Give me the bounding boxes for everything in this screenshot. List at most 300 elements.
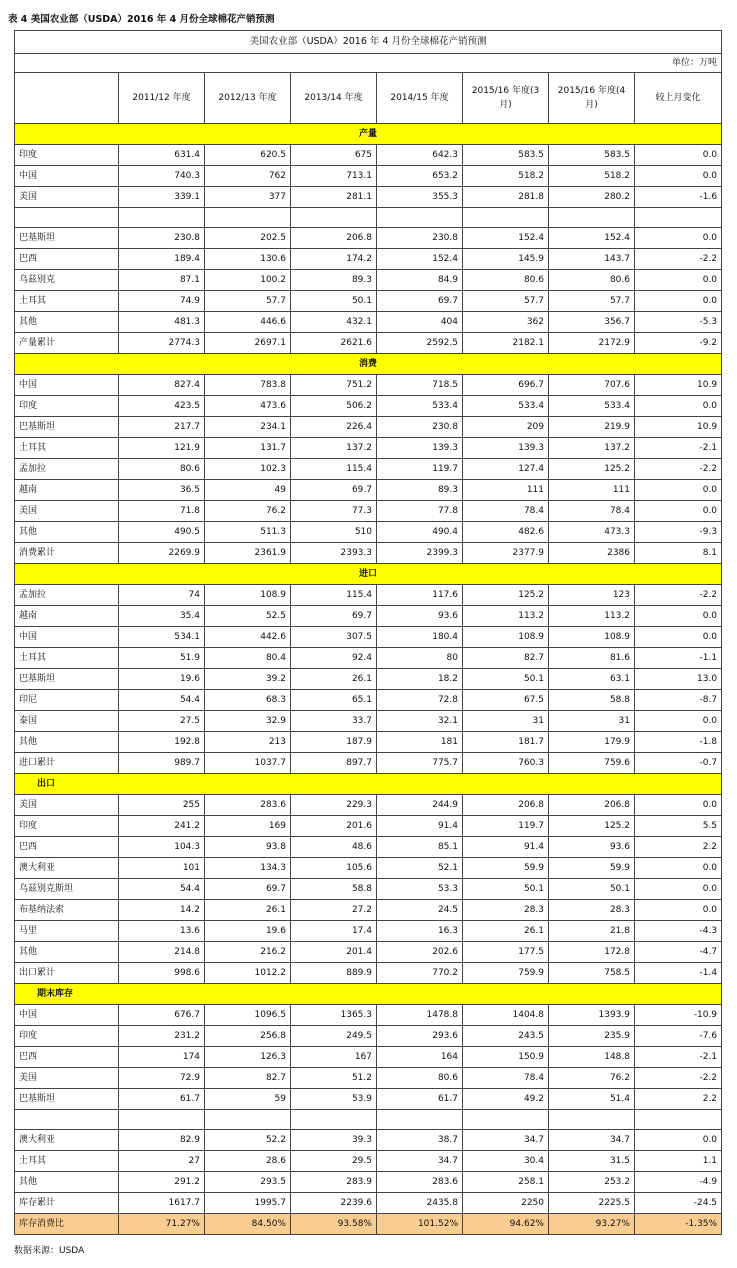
table-caption: 表 4 美国农业部（USDA）2016 年 4 月份全球棉花产销预测 <box>8 14 275 25</box>
row-label: 印尼 <box>15 690 119 711</box>
value-cell: 167 <box>291 1047 377 1068</box>
value-cell: 78.4 <box>549 501 635 522</box>
row-label: 美国 <box>15 1068 119 1089</box>
value-cell: 249.5 <box>291 1026 377 1047</box>
unit-label: 单位：万吨 <box>15 54 722 73</box>
value-cell: 751.2 <box>291 375 377 396</box>
value-cell: 230.8 <box>377 417 463 438</box>
value-cell: 123 <box>549 585 635 606</box>
table-row <box>15 627 722 648</box>
value-cell: 105.6 <box>291 858 377 879</box>
value-cell: 35.4 <box>119 606 205 627</box>
row-label: 孟加拉 <box>15 585 119 606</box>
empty-cell <box>377 1110 463 1130</box>
value-cell: 30.4 <box>463 1151 549 1172</box>
table-row <box>15 187 722 208</box>
value-cell: 77.8 <box>377 501 463 522</box>
value-cell: 39.2 <box>205 669 291 690</box>
value-cell: 676.7 <box>119 1005 205 1026</box>
value-cell: -5.3 <box>635 312 722 333</box>
value-cell: 130.6 <box>205 249 291 270</box>
value-cell: 125.2 <box>549 816 635 837</box>
value-cell: 51.9 <box>119 648 205 669</box>
value-cell: 307.5 <box>291 627 377 648</box>
value-cell: -2.1 <box>635 1047 722 1068</box>
value-cell: 61.7 <box>119 1089 205 1110</box>
section-row <box>15 984 722 1005</box>
value-cell: 26.1 <box>205 900 291 921</box>
value-cell: 2.2 <box>635 1089 722 1110</box>
value-cell: 92.4 <box>291 648 377 669</box>
value-cell: 31 <box>549 711 635 732</box>
value-cell: 115.4 <box>291 585 377 606</box>
value-cell: 39.3 <box>291 1130 377 1151</box>
value-cell: 0.0 <box>635 291 722 312</box>
table-row <box>15 459 722 480</box>
value-cell: 115.4 <box>291 459 377 480</box>
header-row <box>15 73 722 124</box>
table-row <box>15 942 722 963</box>
value-cell: 27.2 <box>291 900 377 921</box>
value-cell: 473.6 <box>205 396 291 417</box>
section-label: 消费 <box>15 354 722 375</box>
header-cell: 2014/15 年度 <box>377 73 463 124</box>
value-cell: 80.6 <box>377 1068 463 1089</box>
row-label: 中国 <box>15 166 119 187</box>
value-cell: 29.5 <box>291 1151 377 1172</box>
value-cell: 0.0 <box>635 858 722 879</box>
value-cell: 152.4 <box>463 228 549 249</box>
value-cell: 206.8 <box>549 795 635 816</box>
value-cell: 241.2 <box>119 816 205 837</box>
value-cell: 2435.8 <box>377 1193 463 1214</box>
header-cell: 2015/16 年度(3月) <box>463 73 549 124</box>
value-cell: 54.4 <box>119 690 205 711</box>
row-label: 中国 <box>15 627 119 648</box>
value-cell: 0.0 <box>635 480 722 501</box>
section-row <box>15 564 722 585</box>
value-cell: 0.0 <box>635 145 722 166</box>
value-cell: 14.2 <box>119 900 205 921</box>
row-label: 其他 <box>15 732 119 753</box>
value-cell: 174.2 <box>291 249 377 270</box>
table-row <box>15 1193 722 1214</box>
value-cell: 104.3 <box>119 837 205 858</box>
value-cell: 69.7 <box>291 606 377 627</box>
header-cell: 2011/12 年度 <box>119 73 205 124</box>
value-cell: 82.7 <box>205 1068 291 1089</box>
value-cell: 17.4 <box>291 921 377 942</box>
value-cell: 775.7 <box>377 753 463 774</box>
value-cell: 490.5 <box>119 522 205 543</box>
value-cell: 58.8 <box>291 879 377 900</box>
value-cell: 125.2 <box>463 585 549 606</box>
value-cell: 1096.5 <box>205 1005 291 1026</box>
value-cell: 216.2 <box>205 942 291 963</box>
value-cell: 127.4 <box>463 459 549 480</box>
value-cell: 24.5 <box>377 900 463 921</box>
value-cell: 989.7 <box>119 753 205 774</box>
value-cell: 187.9 <box>291 732 377 753</box>
value-cell: 291.2 <box>119 1172 205 1193</box>
value-cell: 675 <box>291 145 377 166</box>
table-row <box>15 1047 722 1068</box>
table-row <box>15 669 722 690</box>
value-cell: 100.2 <box>205 270 291 291</box>
value-cell: 49 <box>205 480 291 501</box>
table-row <box>15 166 722 187</box>
value-cell: 356.7 <box>549 312 635 333</box>
value-cell: 10.9 <box>635 375 722 396</box>
value-cell: 139.3 <box>463 438 549 459</box>
value-cell: 0.0 <box>635 606 722 627</box>
value-cell: 82.9 <box>119 1130 205 1151</box>
value-cell: 69.7 <box>205 879 291 900</box>
value-cell: 28.3 <box>463 900 549 921</box>
header-cell: 较上月变化 <box>635 73 722 124</box>
value-cell: 31.5 <box>549 1151 635 1172</box>
unit-row <box>15 54 722 73</box>
value-cell: 827.4 <box>119 375 205 396</box>
value-cell: 82.7 <box>463 648 549 669</box>
section-label: 期末库存 <box>15 984 722 1005</box>
value-cell: 38.7 <box>377 1130 463 1151</box>
empty-cell <box>635 1110 722 1130</box>
value-cell: 145.9 <box>463 249 549 270</box>
table-row <box>15 690 722 711</box>
value-cell: 760.3 <box>463 753 549 774</box>
value-cell: 117.6 <box>377 585 463 606</box>
value-cell: 53.9 <box>291 1089 377 1110</box>
table-row <box>15 543 722 564</box>
value-cell: 50.1 <box>463 669 549 690</box>
table-row <box>15 145 722 166</box>
value-cell: 121.9 <box>119 438 205 459</box>
value-cell: 1365.3 <box>291 1005 377 1026</box>
value-cell: 31 <box>463 711 549 732</box>
value-cell: 255 <box>119 795 205 816</box>
section-row <box>15 774 722 795</box>
row-label: 中国 <box>15 375 119 396</box>
value-cell: 2386 <box>549 543 635 564</box>
value-cell: 0.0 <box>635 396 722 417</box>
value-cell: 583.5 <box>463 145 549 166</box>
value-cell: 113.2 <box>463 606 549 627</box>
row-label: 进口累计 <box>15 753 119 774</box>
value-cell: -2.2 <box>635 585 722 606</box>
header-cell <box>15 73 119 124</box>
value-cell: 152.4 <box>549 228 635 249</box>
value-cell: 10.9 <box>635 417 722 438</box>
value-cell: 1012.2 <box>205 963 291 984</box>
empty-cell <box>15 1110 119 1130</box>
value-cell: 533.4 <box>549 396 635 417</box>
table-row <box>15 228 722 249</box>
value-cell: 174 <box>119 1047 205 1068</box>
value-cell: 202.6 <box>377 942 463 963</box>
value-cell: 89.3 <box>291 270 377 291</box>
value-cell: 2269.9 <box>119 543 205 564</box>
value-cell: 51.4 <box>549 1089 635 1110</box>
empty-cell <box>463 1110 549 1130</box>
value-cell: 201.6 <box>291 816 377 837</box>
value-cell: 1617.7 <box>119 1193 205 1214</box>
value-cell: 0.0 <box>635 879 722 900</box>
table-row <box>15 879 722 900</box>
value-cell: 293.5 <box>205 1172 291 1193</box>
spacer-row <box>15 208 722 228</box>
value-cell: -24.5 <box>635 1193 722 1214</box>
value-cell: 355.3 <box>377 187 463 208</box>
value-cell: 518.2 <box>549 166 635 187</box>
value-cell: 150.9 <box>463 1047 549 1068</box>
section-label: 产量 <box>15 124 722 145</box>
value-cell: 50.1 <box>549 879 635 900</box>
value-cell: 131.7 <box>205 438 291 459</box>
value-cell: -0.7 <box>635 753 722 774</box>
value-cell: 69.7 <box>377 291 463 312</box>
value-cell: -2.2 <box>635 1068 722 1089</box>
value-cell: 32.9 <box>205 711 291 732</box>
value-cell: 518.2 <box>463 166 549 187</box>
value-cell: 93.8 <box>205 837 291 858</box>
row-label: 美国 <box>15 501 119 522</box>
value-cell: 620.5 <box>205 145 291 166</box>
value-cell: 2361.9 <box>205 543 291 564</box>
value-cell: 1478.8 <box>377 1005 463 1026</box>
value-cell: 653.2 <box>377 166 463 187</box>
row-label: 产量累计 <box>15 333 119 354</box>
value-cell: 718.5 <box>377 375 463 396</box>
value-cell: 283.9 <box>291 1172 377 1193</box>
value-cell: 101.52% <box>377 1214 463 1235</box>
row-label: 澳大利亚 <box>15 1130 119 1151</box>
value-cell: 235.9 <box>549 1026 635 1047</box>
value-cell: 87.1 <box>119 270 205 291</box>
table-row <box>15 270 722 291</box>
table-row <box>15 816 722 837</box>
value-cell: 258.1 <box>463 1172 549 1193</box>
table-row <box>15 417 722 438</box>
value-cell: 534.1 <box>119 627 205 648</box>
value-cell: 50.1 <box>291 291 377 312</box>
value-cell: 0.0 <box>635 1130 722 1151</box>
table-row <box>15 1026 722 1047</box>
table-row <box>15 375 722 396</box>
table-row <box>15 249 722 270</box>
value-cell: -1.8 <box>635 732 722 753</box>
table-row <box>15 606 722 627</box>
header-cell: 2013/14 年度 <box>291 73 377 124</box>
value-cell: 19.6 <box>205 921 291 942</box>
row-label: 巴西 <box>15 1047 119 1068</box>
value-cell: 533.4 <box>377 396 463 417</box>
value-cell: 125.2 <box>549 459 635 480</box>
value-cell: 71.27% <box>119 1214 205 1235</box>
value-cell: 293.6 <box>377 1026 463 1047</box>
value-cell: 84.50% <box>205 1214 291 1235</box>
row-label: 巴基斯坦 <box>15 228 119 249</box>
value-cell: 13.6 <box>119 921 205 942</box>
value-cell: 172.8 <box>549 942 635 963</box>
value-cell: 108.9 <box>549 627 635 648</box>
value-cell: 34.7 <box>463 1130 549 1151</box>
value-cell: 108.9 <box>463 627 549 648</box>
value-cell: 642.3 <box>377 145 463 166</box>
value-cell: 2250 <box>463 1193 549 1214</box>
value-cell: 2393.3 <box>291 543 377 564</box>
value-cell: 2774.3 <box>119 333 205 354</box>
value-cell: 713.1 <box>291 166 377 187</box>
value-cell: 180.4 <box>377 627 463 648</box>
value-cell: 1404.8 <box>463 1005 549 1026</box>
row-label: 布基纳法索 <box>15 900 119 921</box>
value-cell: 74 <box>119 585 205 606</box>
empty-cell <box>15 208 119 228</box>
value-cell: 206.8 <box>291 228 377 249</box>
value-cell: 93.6 <box>377 606 463 627</box>
table-row <box>15 900 722 921</box>
value-cell: 51.2 <box>291 1068 377 1089</box>
empty-cell <box>205 1110 291 1130</box>
value-cell: 0.0 <box>635 166 722 187</box>
value-cell: 78.4 <box>463 1068 549 1089</box>
section-row <box>15 354 722 375</box>
row-label: 其他 <box>15 522 119 543</box>
row-label: 孟加拉 <box>15 459 119 480</box>
value-cell: 76.2 <box>205 501 291 522</box>
row-label: 巴基斯坦 <box>15 417 119 438</box>
value-cell: 52.5 <box>205 606 291 627</box>
value-cell: 76.2 <box>549 1068 635 1089</box>
empty-cell <box>377 208 463 228</box>
row-label: 乌兹别克斯坦 <box>15 879 119 900</box>
value-cell: 1393.9 <box>549 1005 635 1026</box>
value-cell: 65.1 <box>291 690 377 711</box>
value-cell: 26.1 <box>291 669 377 690</box>
value-cell: 281.8 <box>463 187 549 208</box>
value-cell: 27 <box>119 1151 205 1172</box>
value-cell: 0.0 <box>635 270 722 291</box>
value-cell: 164 <box>377 1047 463 1068</box>
value-cell: 253.2 <box>549 1172 635 1193</box>
value-cell: 52.1 <box>377 858 463 879</box>
value-cell: 2.2 <box>635 837 722 858</box>
value-cell: 230.8 <box>119 228 205 249</box>
table-row <box>15 1130 722 1151</box>
empty-cell <box>463 208 549 228</box>
row-label: 印度 <box>15 816 119 837</box>
header-cell: 2012/13 年度 <box>205 73 291 124</box>
value-cell: 59 <box>205 1089 291 1110</box>
value-cell: 1.1 <box>635 1151 722 1172</box>
value-cell: 80.4 <box>205 648 291 669</box>
value-cell: 57.7 <box>549 291 635 312</box>
value-cell: 362 <box>463 312 549 333</box>
value-cell: 707.6 <box>549 375 635 396</box>
value-cell: 740.3 <box>119 166 205 187</box>
value-cell: 631.4 <box>119 145 205 166</box>
row-label: 印度 <box>15 1026 119 1047</box>
value-cell: 67.5 <box>463 690 549 711</box>
row-label: 土耳其 <box>15 648 119 669</box>
value-cell: -2.2 <box>635 459 722 480</box>
value-cell: 0.0 <box>635 228 722 249</box>
value-cell: 102.3 <box>205 459 291 480</box>
value-cell: 280.2 <box>549 187 635 208</box>
value-cell: 111 <box>549 480 635 501</box>
value-cell: 54.4 <box>119 879 205 900</box>
value-cell: 72.8 <box>377 690 463 711</box>
row-label: 其他 <box>15 1172 119 1193</box>
value-cell: 13.0 <box>635 669 722 690</box>
section-label: 出口 <box>15 774 722 795</box>
empty-cell <box>549 208 635 228</box>
value-cell: 63.1 <box>549 669 635 690</box>
value-cell: 61.7 <box>377 1089 463 1110</box>
table-row <box>15 1068 722 1089</box>
value-cell: 34.7 <box>377 1151 463 1172</box>
row-label: 澳大利亚 <box>15 858 119 879</box>
value-cell: 28.6 <box>205 1151 291 1172</box>
row-label: 巴基斯坦 <box>15 1089 119 1110</box>
value-cell: 28.3 <box>549 900 635 921</box>
value-cell: 231.2 <box>119 1026 205 1047</box>
value-cell: 113.2 <box>549 606 635 627</box>
row-label: 巴西 <box>15 249 119 270</box>
cotton-forecast-table <box>14 30 722 1235</box>
row-label: 泰国 <box>15 711 119 732</box>
value-cell: 432.1 <box>291 312 377 333</box>
value-cell: 93.58% <box>291 1214 377 1235</box>
value-cell: 52.2 <box>205 1130 291 1151</box>
value-cell: 69.7 <box>291 480 377 501</box>
value-cell: 482.6 <box>463 522 549 543</box>
value-cell: 206.8 <box>463 795 549 816</box>
value-cell: 181 <box>377 732 463 753</box>
value-cell: 490.4 <box>377 522 463 543</box>
value-cell: 93.27% <box>549 1214 635 1235</box>
value-cell: 226.4 <box>291 417 377 438</box>
value-cell: 202.5 <box>205 228 291 249</box>
value-cell: 59.9 <box>463 858 549 879</box>
value-cell: 423.5 <box>119 396 205 417</box>
table-title: 美国农业部（USDA）2016 年 4 月份全球棉花产销预测 <box>15 31 722 54</box>
value-cell: 2239.6 <box>291 1193 377 1214</box>
row-label: 其他 <box>15 312 119 333</box>
value-cell: 58.8 <box>549 690 635 711</box>
table-row <box>15 291 722 312</box>
value-cell: 169 <box>205 816 291 837</box>
value-cell: 506.2 <box>291 396 377 417</box>
table-row <box>15 312 722 333</box>
value-cell: 119.7 <box>377 459 463 480</box>
value-cell: 759.9 <box>463 963 549 984</box>
value-cell: 137.2 <box>549 438 635 459</box>
table-row <box>15 795 722 816</box>
value-cell: 137.2 <box>291 438 377 459</box>
value-cell: 510 <box>291 522 377 543</box>
value-cell: 442.6 <box>205 627 291 648</box>
table-row <box>15 501 722 522</box>
value-cell: 59.9 <box>549 858 635 879</box>
stock-to-use-row <box>15 1214 722 1235</box>
value-cell: 696.7 <box>463 375 549 396</box>
table-row <box>15 1005 722 1026</box>
value-cell: 889.9 <box>291 963 377 984</box>
value-cell: 21.8 <box>549 921 635 942</box>
value-cell: 93.6 <box>549 837 635 858</box>
